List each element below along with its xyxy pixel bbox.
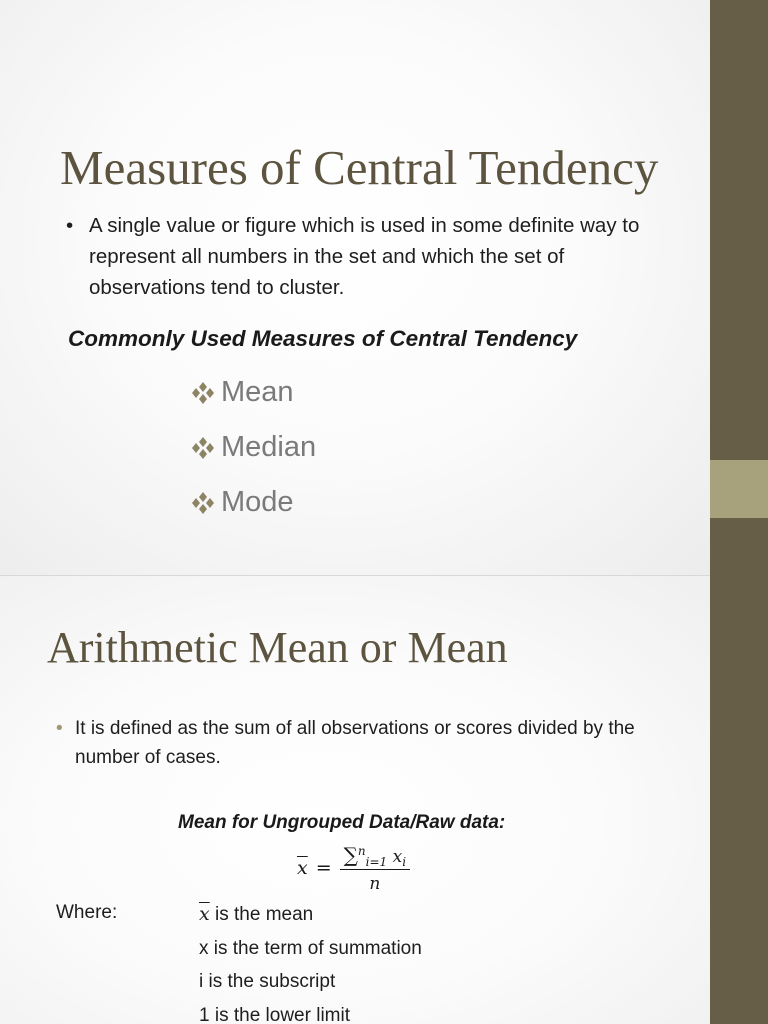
slide-sidebar	[710, 0, 768, 1024]
measure-label: Mode	[221, 486, 294, 518]
definition-bullet	[66, 210, 676, 303]
measure-item-mode	[188, 475, 316, 530]
upper-limit: n	[357, 843, 366, 858]
measure-item-mean	[188, 365, 316, 420]
where-item	[199, 999, 422, 1024]
measures-list	[188, 365, 316, 530]
round-bullet-icon: •	[66, 214, 74, 237]
where-item-text: is the mean	[209, 904, 314, 925]
formula-fraction	[340, 843, 410, 894]
term-base: x	[392, 846, 403, 867]
where-item-text: i is the subscript	[199, 971, 336, 992]
where-item	[199, 932, 422, 966]
measure-label: Mean	[221, 376, 294, 408]
formula-lhs	[297, 857, 308, 879]
where-item-text: x is the term of summation	[199, 937, 422, 959]
slide-title: Arithmetic Mean or Mean	[47, 623, 508, 672]
where-list	[199, 898, 422, 1024]
sigma-symbol: ∑	[343, 842, 358, 867]
definition-bullet	[56, 714, 686, 772]
measure-item-median	[188, 420, 316, 475]
measures-subheading: Commonly Used Measures of Central Tendency	[68, 326, 578, 351]
four-diamond-icon	[188, 491, 218, 515]
where-item	[199, 965, 422, 999]
four-diamond-icon	[188, 436, 218, 460]
lower-limit: i=1	[365, 854, 388, 869]
x-bar-symbol: $\overline{x}$	[297, 857, 308, 879]
formula-heading: Mean for Ungrouped Data/Raw data:	[178, 812, 506, 833]
where-item-text: 1 is the lower limit	[199, 1004, 350, 1024]
where-item	[199, 898, 422, 932]
where-label: Where:	[56, 902, 118, 923]
formula-numerator	[340, 843, 410, 870]
term-subscript: i	[402, 854, 407, 869]
x-bar-symbol: $\overline{x}$	[199, 903, 210, 925]
equals-sign: =	[315, 857, 332, 879]
definition-text: It is defined as the sum of all observations or scores divided by the number of cases.	[75, 718, 635, 768]
mean-formula	[297, 838, 410, 898]
measure-label: Median	[221, 431, 317, 463]
slide-title: Measures of Central Tendency	[60, 140, 659, 195]
formula-denominator: n	[369, 873, 381, 894]
round-bullet-icon: •	[56, 718, 63, 739]
slide-arithmetic-mean	[0, 576, 710, 1024]
sidebar-accent-block	[710, 460, 768, 518]
four-diamond-icon	[188, 381, 218, 405]
definition-text: A single value or figure which is used in some definite way to represent all numbers in the set and which the set of observations tend to cluster.	[89, 214, 640, 299]
